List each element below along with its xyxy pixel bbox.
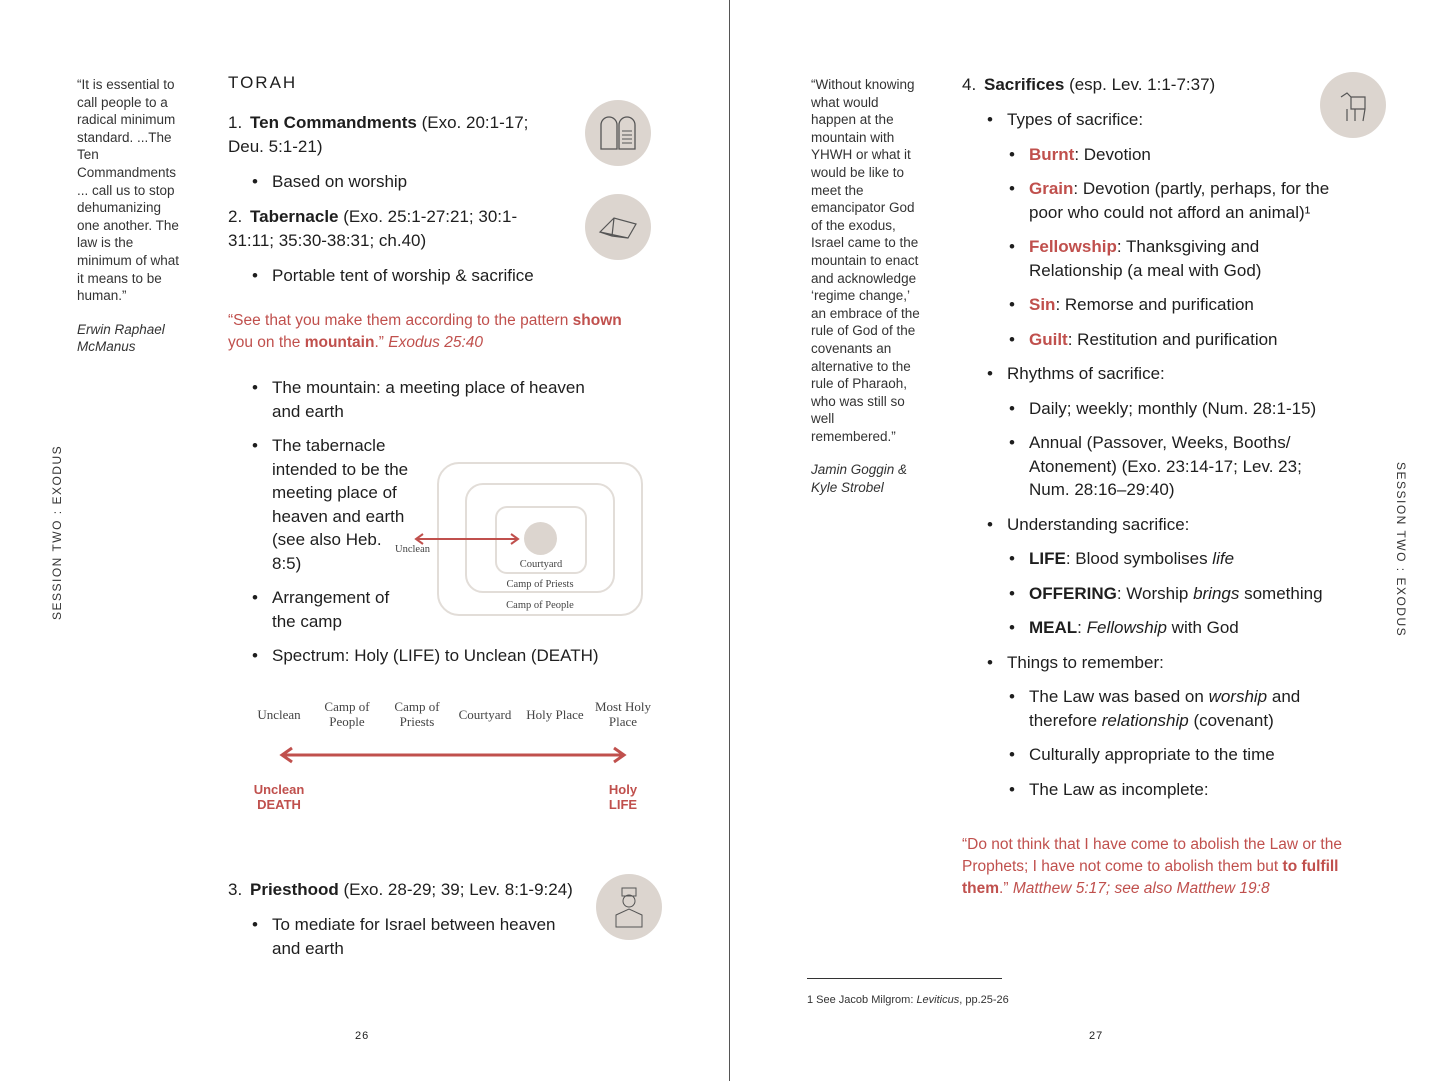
understanding-item: • MEAL: Fellowship with God — [1007, 616, 1335, 640]
camp-diagram — [395, 460, 650, 620]
item-ref: (Exo. 25:1-27:21; 30:1-31:11; 35:30-38:31; ch.40) — [228, 207, 518, 250]
item-title: Priesthood — [250, 880, 339, 899]
bullet: • The mountain: a meeting place of heaven and earth — [250, 376, 590, 423]
page-number: 26 — [355, 1030, 370, 1042]
spectrum-label: Holy Place — [526, 707, 584, 722]
understanding-heading: • Understanding sacrifice: — [985, 513, 1335, 537]
spectrum-end-death: Unclean DEATH — [253, 782, 305, 812]
spectrum-arrow — [278, 746, 628, 764]
bullet: • Based on worship — [250, 170, 580, 194]
tent-icon — [524, 522, 557, 555]
tablets-icon — [585, 100, 651, 166]
page-divider — [729, 0, 730, 1081]
bullet: • Spectrum: Holy (LIFE) to Unclean (DEATH) — [250, 644, 610, 668]
bullet: • To mediate for Israel between heaven and earth — [250, 913, 560, 960]
spectrum-label: Camp of Priests — [394, 699, 440, 729]
spectrum-label: Most Holy Place — [595, 699, 651, 729]
item-tabernacle — [228, 205, 558, 252]
item-number: 4. — [962, 75, 977, 94]
sacrifice-type: • Grain: Devotion (partly, perhaps, for the poor who could not afford an animal)¹ — [1007, 177, 1335, 224]
priest-icon — [596, 874, 662, 940]
sacrifice-type: • Guilt: Restitution and purification — [1007, 328, 1335, 352]
bullet: • Arrangement of the camp — [250, 586, 410, 633]
scripture-quote: “See that you make them according to the pattern shown you on the mountain.” Exodus 25:40 — [228, 312, 622, 351]
bullet: • Annual (Passover, Weeks, Booths/ Atonement) (Exo. 23:14-17; Lev. 23; Num. 28:16–29:40) — [1007, 431, 1335, 502]
spectrum-label: Unclean — [257, 707, 301, 722]
item-number: 2. — [228, 207, 243, 226]
sacrifice-list — [985, 108, 1335, 812]
label-camp-people: Camp of People — [506, 600, 574, 611]
quote-text: “Without knowing what would happen at the mountain with YHWH or what it would be like to meet the emancipator God of the exodus, Israel came to the mountain to enact and acknowledge ‘regime change,’ an embrace of the rule of God of the covenants an alternative to the rule of Pharaoh, who was still so well remembered.” — [811, 77, 920, 444]
item-number: 1. — [228, 113, 243, 132]
item-ref: (esp. Lev. 1:1-7:37) — [1064, 75, 1216, 94]
understanding-item: • OFFERING: Worship brings something — [1007, 582, 1335, 606]
page-number: 27 — [1089, 1030, 1104, 1042]
spectrum-diagram — [250, 698, 660, 818]
item-priesthood — [228, 878, 588, 902]
bullet: • The Law as incomplete: — [1007, 778, 1335, 802]
item-title: Sacrifices — [984, 75, 1065, 94]
side-label: SESSION TWO : EXODUS — [1394, 462, 1408, 638]
quote-text: “It is essential to call people to a radical minimum standard. ...The Ten Commandments ... call us to stop dehumanizing one another. The law is the minimum of what it means to be human.” — [77, 77, 180, 304]
sacrifice-type: • Fellowship: Thanksgiving and Relationship (a meal with God) — [1007, 235, 1335, 282]
sidebar-quote — [77, 76, 185, 356]
rhythms-heading: • Rhythms of sacrifice: — [985, 362, 1335, 386]
bullet: • The Law was based on worship and therefore relationship (covenant) — [1007, 685, 1335, 732]
sacrifice-type: • Sin: Remorse and purification — [1007, 293, 1335, 317]
spectrum-label: Courtyard — [458, 707, 512, 722]
quote-author: Jamin Goggin & Kyle Strobel — [811, 462, 908, 496]
item-title: Tabernacle — [250, 207, 339, 226]
item-ten-commandments — [228, 111, 568, 158]
scripture-quote: “Do not think that I have come to abolish the Law or the Prophets; I have not come to abolish them but to fulfill them.” Matthew 5:17; see also Matthew 19:8 — [962, 836, 1342, 897]
remember-heading: • Things to remember: — [985, 651, 1335, 675]
side-label: SESSION TWO : EXODUS — [50, 444, 64, 620]
sacrifice-type: • Burnt: Devotion — [1007, 143, 1335, 167]
bullet: • Daily; weekly; monthly (Num. 28:1-15) — [1007, 397, 1335, 421]
item-title: Ten Commandments — [250, 113, 417, 132]
quote-author: Erwin Raphael McManus — [77, 321, 165, 355]
spectrum-end-life: Holy LIFE — [608, 782, 638, 812]
types-heading: • Types of sacrifice: — [985, 108, 1335, 132]
label-unclean: Unclean — [395, 544, 430, 555]
spectrum-label: Camp of People — [324, 699, 370, 729]
understanding-item: • LIFE: Blood symbolises life — [1007, 547, 1335, 571]
label-camp-priests: Camp of Priests — [506, 579, 574, 590]
bullet: • Culturally appropriate to the time — [1007, 743, 1335, 767]
label-courtyard: Courtyard — [519, 559, 563, 570]
footnote-rule — [807, 978, 1002, 979]
sidebar-quote — [811, 76, 921, 497]
item-sacrifices — [962, 73, 1322, 97]
bullet: • Portable tent of worship & sacrifice — [250, 264, 590, 288]
item-ref: (Exo. 20:1-17; Deu. 5:1-21) — [228, 113, 529, 156]
section-heading: TORAH — [228, 73, 298, 92]
footnote: 1 See Jacob Milgrom: Leviticus, pp.25-26 — [807, 994, 1009, 1006]
item-number: 3. — [228, 880, 243, 899]
bullet: • The tabernacle intended to be the meeting place of heaven and earth (see also Heb. 8:5) — [250, 434, 410, 575]
tent-icon — [585, 194, 651, 260]
item-ref: (Exo. 28-29; 39; Lev. 8:1-9:24) — [338, 880, 573, 899]
